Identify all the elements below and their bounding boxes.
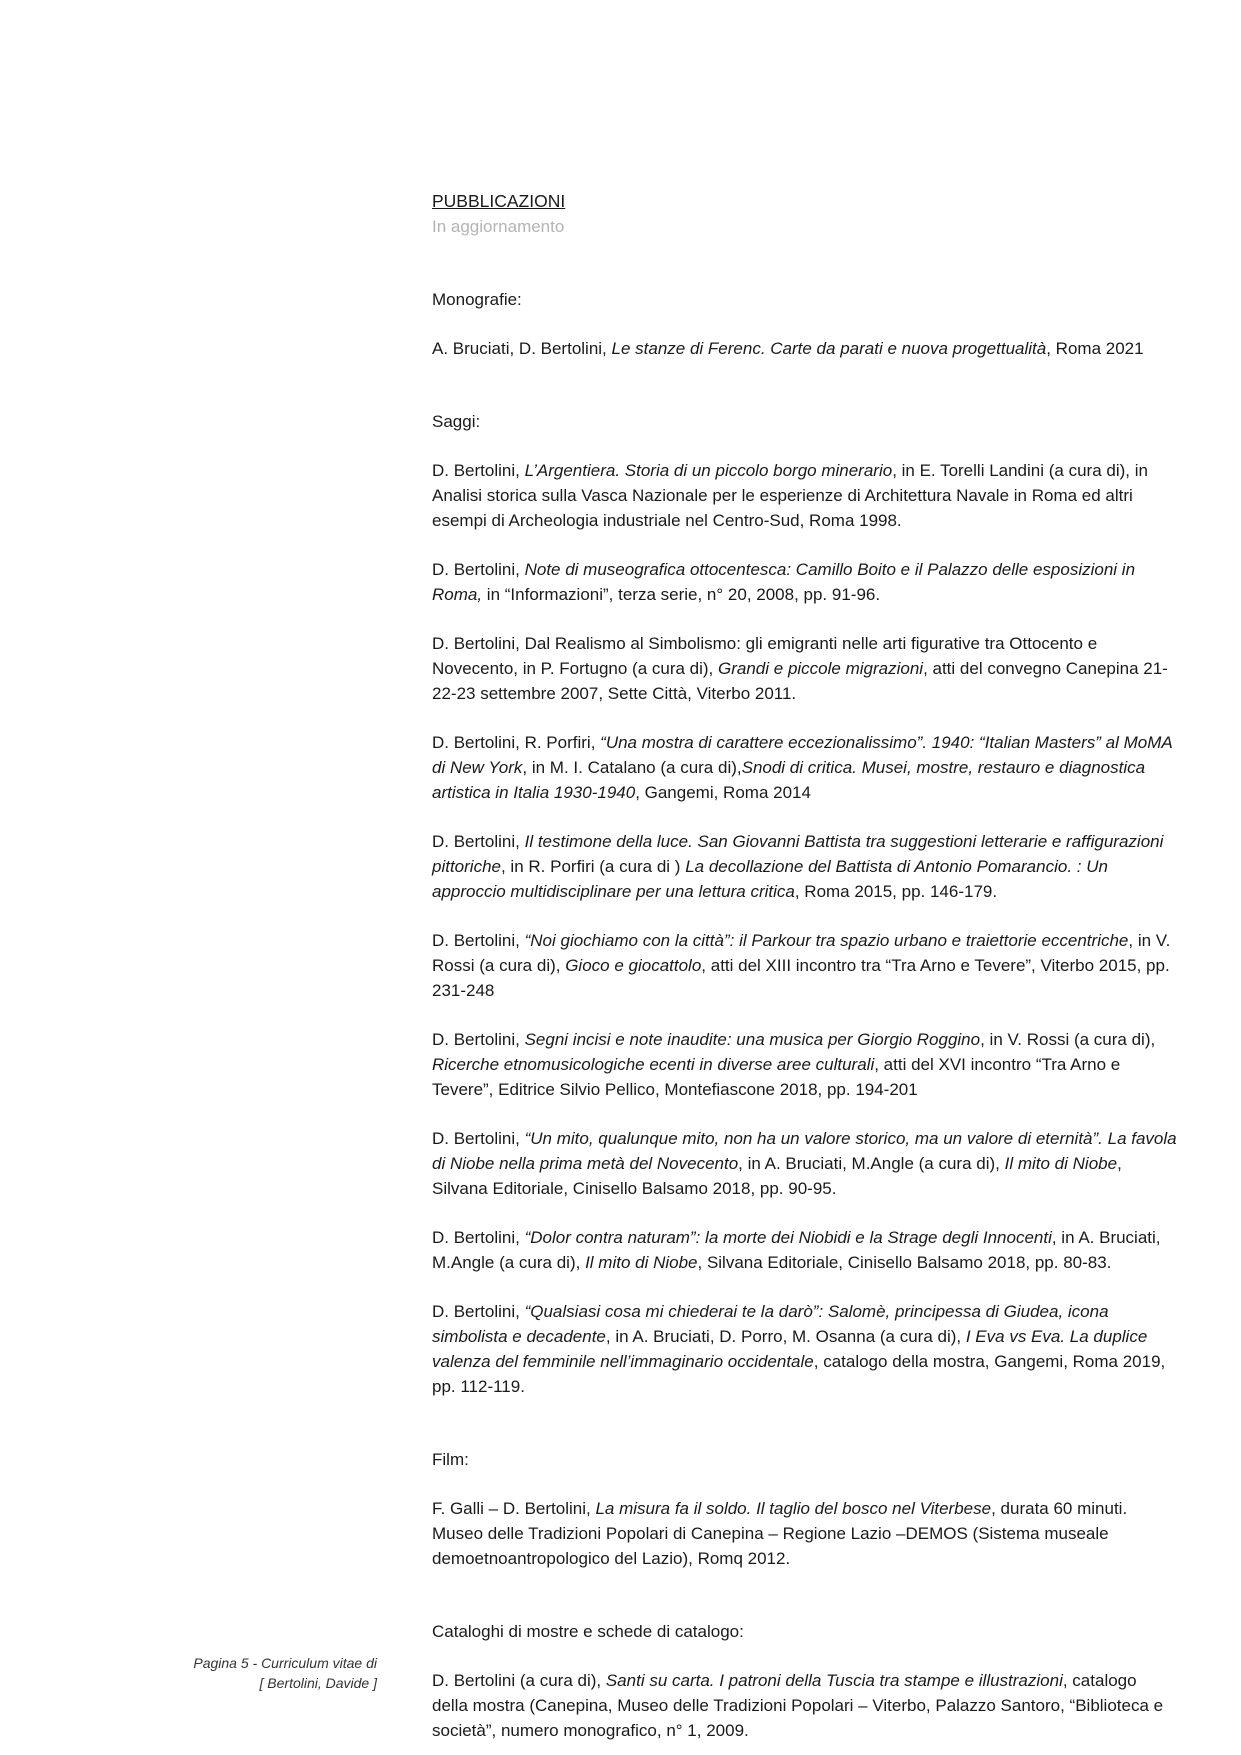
- entry-title: Note di museografica ottocentesca: Camillo Boito e il Palazzo delle esposizioni in Roma,: [432, 560, 1136, 604]
- entry-text: , durata 60 minuti. Museo delle Tradizioni Popolari di Canepina – Regione Lazio –DEMOS (Sistema museale demoetnoantropologico del Lazio), Romq 2012.: [432, 1499, 1128, 1568]
- entry-text: D. Bertolini, R. Porfiri,: [432, 733, 601, 752]
- entry-text: , in V. Rossi (a cura di),: [432, 931, 1171, 975]
- entry-title: La misura fa il soldo. Il taglio del bosco nel Viterbese: [595, 1499, 992, 1518]
- entry-text: D. Bertolini, Dal Realismo al Simbolismo: gli emigranti nelle arti figurative tra Ottocento e Novecento, in P. Fortugno (a cura di),: [432, 634, 1098, 678]
- page-footer: [137, 1653, 377, 1693]
- bibliography-entry: [432, 1126, 1177, 1201]
- bibliography-entry: [432, 1496, 1177, 1571]
- entry-text: D. Bertolini,: [432, 461, 525, 480]
- entry-title: Santi su carta. I patroni della Tuscia tra stampe e illustrazioni: [605, 1671, 1063, 1690]
- bibliography-entry: [432, 1299, 1177, 1399]
- page-subtitle: In aggiornamento: [432, 217, 565, 236]
- entry-text: D. Bertolini,: [432, 560, 525, 579]
- entry-text: D. Bertolini,: [432, 832, 525, 851]
- bibliography-entry: [432, 730, 1177, 805]
- bibliography-entry: [432, 928, 1177, 1003]
- entry-text: , atti del convegno Canepina 21-22-23 settembre 2007, Sette Città, Viterbo 2011.: [432, 659, 1168, 703]
- entry-title: Gioco e giocattolo: [565, 956, 702, 975]
- entry-title: Ricerche etnomusicologiche ecenti in diverse aree culturali: [432, 1055, 875, 1074]
- monografie-list: [432, 336, 1177, 361]
- section-label-monografie: Monografie:: [432, 290, 522, 309]
- entry-text: , in M. I. Catalano (a cura di),: [522, 758, 742, 777]
- entry-title: “Qualsiasi cosa mi chiederai te la darò”: Salomè, principessa di Giudea, icona simbolista e decadente: [432, 1302, 1109, 1346]
- entry-text: , Silvana Editoriale, Cinisello Balsamo 2018, pp. 80-83.: [697, 1253, 1112, 1272]
- entry-title: “Noi giochiamo con la città”: il Parkour tra spazio urbano e traiettorie eccentriche: [524, 931, 1129, 950]
- bibliography-entry: [432, 631, 1177, 706]
- entry-text: , in A. Bruciati, M.Angle (a cura di),: [432, 1228, 1161, 1272]
- saggi-list: [432, 458, 1177, 1399]
- entry-text: , in E. Torelli Landini (a cura di), in Analisi storica sulla Vasca Nazionale per le esperienze di Architettura Navale in Roma ed altri esempi di Archeologia industriale nel Centro-Sud, Roma 1998.: [432, 461, 1148, 530]
- bibliography-entry: [432, 1225, 1177, 1275]
- entry-title: Il mito di Niobe: [1004, 1154, 1118, 1173]
- entry-text: , catalogo della mostra, Gangemi, Roma 2019, pp. 112-119.: [432, 1352, 1166, 1396]
- entry-text: , in A. Bruciati, D. Porro, M. Osanna (a cura di),: [605, 1327, 966, 1346]
- entry-title: I Eva vs Eva. La duplice valenza del femminile nell’immaginario occidentale: [432, 1327, 1148, 1371]
- entry-title: “Dolor contra naturam”: la morte dei Niobidi e la Strage degli Innocenti: [524, 1228, 1052, 1247]
- entry-title: Snodi di critica. Musei, mostre, restauro e diagnostica artistica in Italia 1930-1940: [432, 758, 1146, 802]
- film-list: [432, 1496, 1177, 1571]
- entry-text: , Gangemi, Roma 2014: [635, 783, 811, 802]
- entry-title: “Un mito, qualunque mito, non ha un valore storico, ma un valore di eternità”. La favola di Niobe nella prima metà del Novecento: [432, 1129, 1177, 1173]
- entry-text: , in A. Bruciati, M.Angle (a cura di),: [738, 1154, 1005, 1173]
- section-label-cataloghi: Cataloghi di mostre e schede di catalogo:: [432, 1622, 744, 1641]
- entry-text: A. Bruciati, D. Bertolini,: [432, 339, 612, 358]
- page-title: PUBBLICAZIONI: [432, 191, 566, 211]
- bibliography-entry: [432, 557, 1177, 607]
- entry-title: Le stanze di Ferenc. Carte da parati e nuova progettualità: [611, 339, 1047, 358]
- entry-text: , in V. Rossi (a cura di),: [980, 1030, 1156, 1049]
- footer-name: [ Bertolini, Davide ]: [259, 1675, 377, 1691]
- entry-text: , Roma 2015, pp. 146-179.: [794, 882, 998, 901]
- bibliography-entry: [432, 829, 1177, 904]
- entry-title: La decollazione del Battista di Antonio Pomarancio. : Un approccio multidisciplinare per una lettura critica: [432, 857, 1108, 901]
- entry-text: D. Bertolini (a cura di),: [432, 1671, 606, 1690]
- entry-title: Il testimone della luce. San Giovanni Battista tra suggestioni letterarie e raffigurazioni pittoriche: [432, 832, 1164, 876]
- entry-title: “Una mostra di carattere eccezionalissimo”. 1940: “Italian Masters” al MoMA di New York: [432, 733, 1173, 777]
- publications-content: [432, 189, 1177, 1743]
- entry-text: D. Bertolini,: [432, 931, 525, 950]
- bibliography-entry: [432, 1027, 1177, 1102]
- entry-text: , in R. Porfiri (a cura di ): [500, 857, 686, 876]
- section-label-film: Film:: [432, 1450, 469, 1469]
- bibliography-entry: [432, 458, 1177, 533]
- entry-text: D. Bertolini,: [432, 1302, 525, 1321]
- entry-text: , atti del XIII incontro tra “Tra Arno e Tevere”, Viterbo 2015, pp. 231-248: [432, 956, 1170, 1000]
- cataloghi-list: [432, 1668, 1177, 1743]
- entry-text: D. Bertolini,: [432, 1129, 525, 1148]
- entry-title: Segni incisi e note inaudite: una musica per Giorgio Roggino: [524, 1030, 981, 1049]
- entry-text: , atti del XVI incontro “Tra Arno e Tevere”, Editrice Silvio Pellico, Montefiascone 2018, pp. 194-201: [432, 1055, 1121, 1099]
- bibliography-entry: [432, 1668, 1177, 1743]
- section-label-saggi: Saggi:: [432, 412, 481, 431]
- entry-title: L’Argentiera. Storia di un piccolo borgo minerario: [524, 461, 893, 480]
- entry-text: D. Bertolini,: [432, 1030, 525, 1049]
- entry-text: , Silvana Editoriale, Cinisello Balsamo 2018, pp. 90-95.: [432, 1154, 1122, 1198]
- bibliography-entry: [432, 336, 1177, 361]
- entry-text: D. Bertolini,: [432, 1228, 525, 1247]
- entry-text: , catalogo della mostra (Canepina, Museo delle Tradizioni Popolari – Viterbo, Palazzo Santoro, “Biblioteca e società”, numero monografico, n° 1, 2009.: [432, 1671, 1164, 1740]
- entry-text: , Roma 2021: [1046, 339, 1144, 358]
- entry-title: Grandi e piccole migrazioni: [718, 659, 924, 678]
- footer-page-label: Pagina 5 - Curriculum vitae di: [193, 1655, 377, 1671]
- entry-text: in “Informazioni”, terza serie, n° 20, 2008, pp. 91-96.: [482, 585, 881, 604]
- entry-title: Il mito di Niobe: [585, 1253, 698, 1272]
- entry-text: F. Galli – D. Bertolini,: [432, 1499, 596, 1518]
